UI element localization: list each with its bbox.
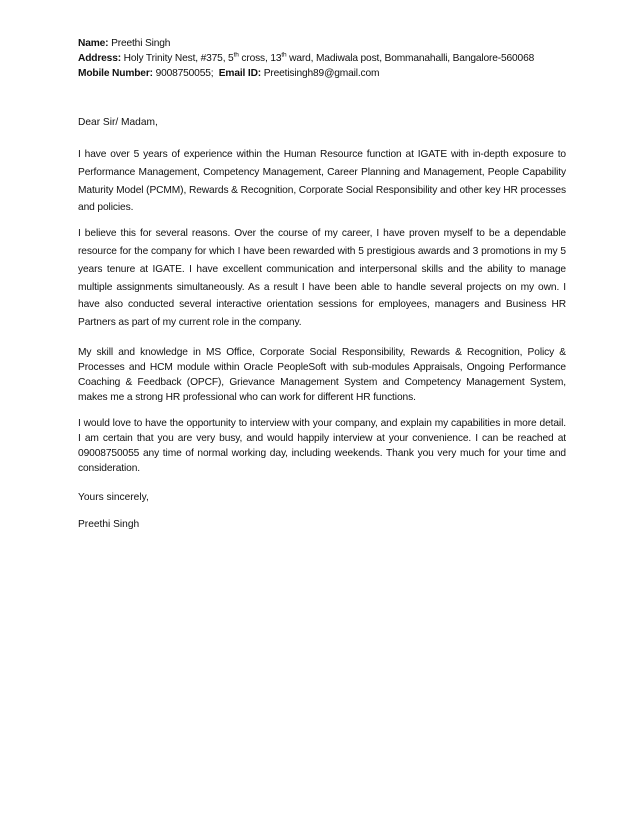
paragraph-skills: My skill and knowledge in MS Office, Corporate Social Responsibility, Rewards & Recognition, Policy & Processes and HCM module within Oracle PeopleSoft with sub-modules Appraisals, Ongoing Performance Coaching & Feedback (OPCF), Grievance Management System and Competency Management System, makes me a strong HR professional who can work for different HR functions. xyxy=(78,346,566,403)
salutation: Dear Sir/ Madam, xyxy=(78,117,158,128)
email-label: Email ID: xyxy=(218,68,262,79)
closing: Yours sincerely, xyxy=(78,491,149,503)
mobile-label: Mobile Number: xyxy=(78,68,153,79)
address-value-part2: cross, 13 xyxy=(238,53,282,64)
contact-line xyxy=(78,66,566,81)
cover-letter xyxy=(78,36,566,532)
address-value-part3: ward, Madiwala post, Bommanahalli, Bangalore-560068 xyxy=(286,53,535,64)
name-label: Name: xyxy=(78,38,109,49)
name-line xyxy=(78,36,566,51)
address-superscript-2: th xyxy=(281,51,287,59)
paragraph-experience: I have over 5 years of experience within the Human Resource function at IGATE with in-depth exposure to Performance Management, Competency Management, Career Planning and Management, People Capability Maturity Model (PCMM), Rewards & Recognition, Corporate Social Responsibility and other key HR processes and policies. xyxy=(78,149,566,214)
mobile-value: 9008750055; xyxy=(155,68,214,79)
signature: Preethi Singh xyxy=(78,518,140,530)
name-value: Preethi Singh xyxy=(111,38,171,49)
paragraph-interview: I would love to have the opportunity to interview with your company, and explain my capabilities in more detail. I am certain that you are very busy, and would happily interview at your convenience. I can be reached at 09008750055 any time of normal working day, including weekends. Thank you very much for your time and consideration. xyxy=(78,417,566,474)
address-line xyxy=(78,51,566,66)
email-value: Preetisingh89@gmail.com xyxy=(263,68,380,79)
address-superscript-1: th xyxy=(233,51,239,59)
address-label: Address: xyxy=(78,53,121,64)
address-value-part1: Holy Trinity Nest, #375, 5 xyxy=(123,53,234,64)
paragraph-reasons: I believe this for several reasons. Over the course of my career, I have proven myself to be a dependable resource for the company for which I have been rewarded with 5 prestigious awards and 3 promotions in my 5 years tenure at IGATE. I have excellent communication and interpersonal skills and the ability to manage multiple assignments simultaneously. As a result I have been able to handle several projects on my own. I have also conducted several interactive orientation sessions for employees, managers and Business HR Partners as part of my current role in the company. xyxy=(78,228,566,329)
